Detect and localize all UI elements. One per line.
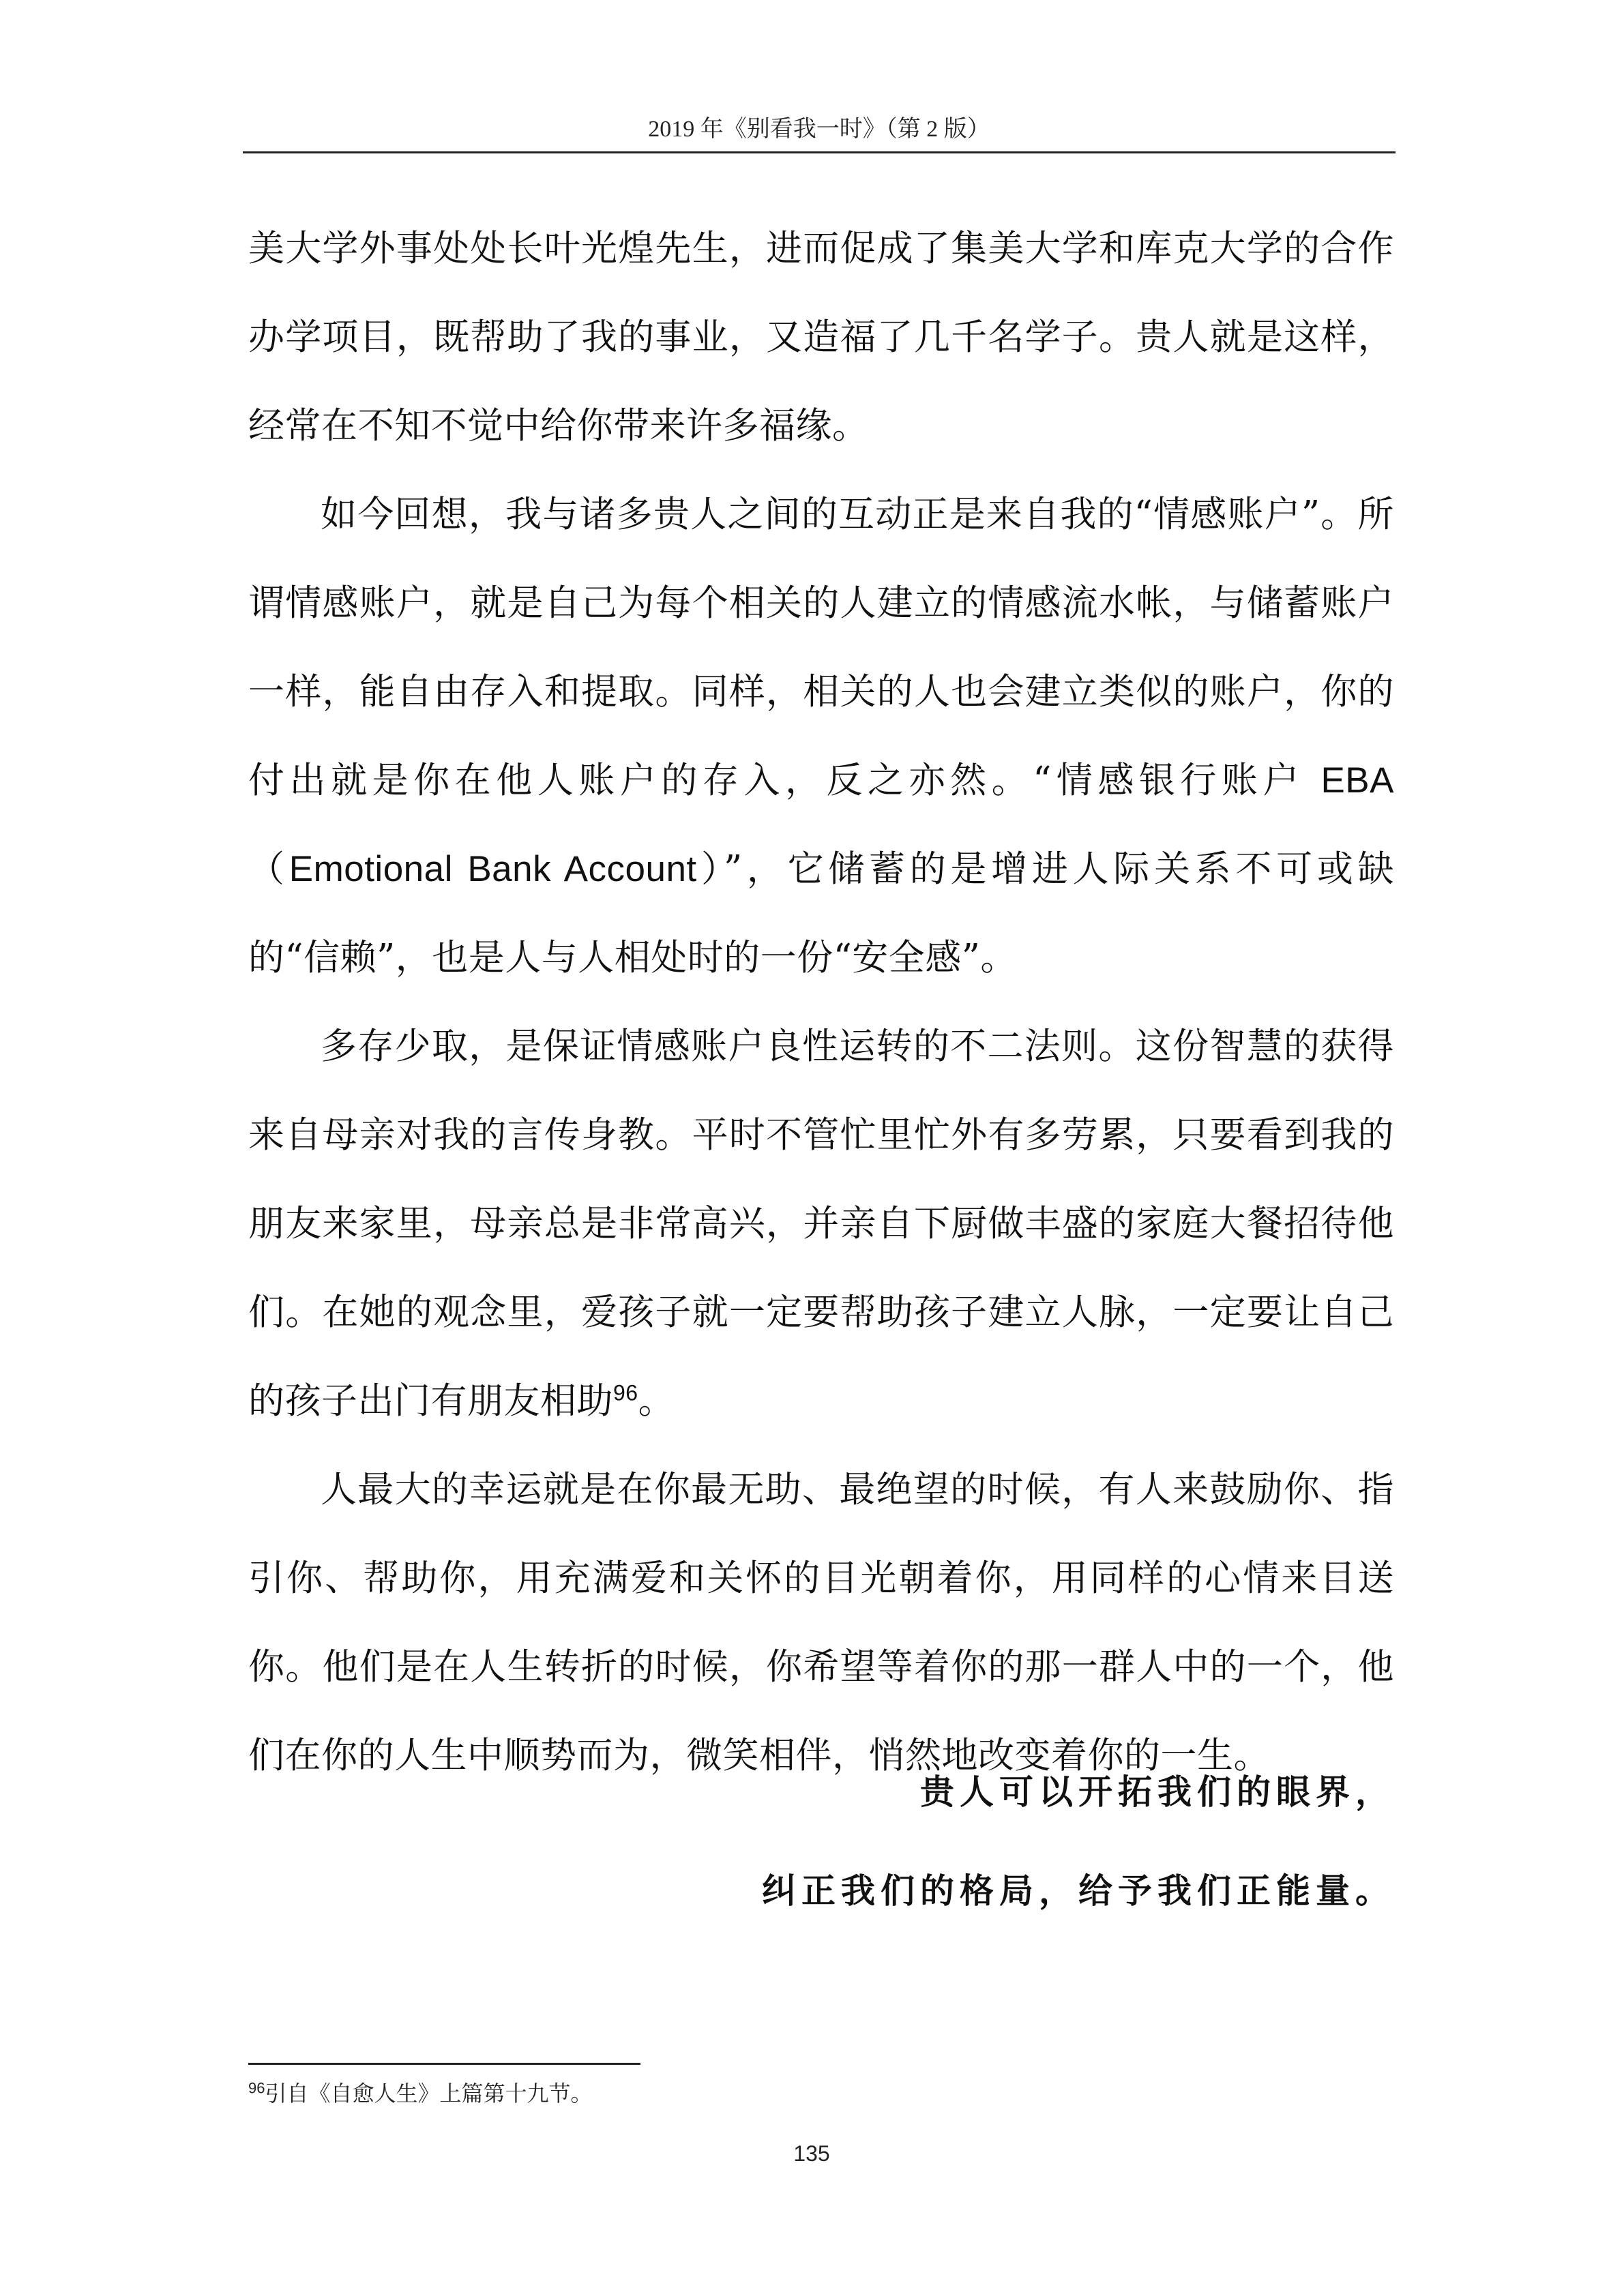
paragraph-3-end: 。 xyxy=(638,1380,675,1422)
body-text xyxy=(248,205,1394,1800)
footnote-text: 引自《自愈人生》上篇第十九节。 xyxy=(265,2081,593,2106)
paragraph-4: 人最大的幸运就是在你最无助、最绝望的时候，有人来鼓励你、指引你、帮助你，用充满爱和关怀的目光朝着你，用同样的心情来目送你。他们是在人生转折的时候，你希望等着你的那一群人中的一个，他们在你的人生中顺势而为，微笑相伴，悄然地改变着你的一生。 xyxy=(248,1469,1394,1776)
footnote-rule xyxy=(248,2063,640,2065)
eba-abbreviation: EBA xyxy=(1320,760,1394,801)
paragraph-2 xyxy=(248,471,1394,1002)
paragraph-2-paren: （ xyxy=(248,848,289,890)
eba-english-term: Emotional Bank Account xyxy=(289,849,697,889)
closing-line-1: 贵人可以开拓我们的眼界， xyxy=(920,1772,1395,1812)
paragraph-3 xyxy=(248,1002,1394,1446)
paragraph-3-text: 多存少取，是保证情感账户良性运转的不二法则。这份智慧的获得来自母亲对我的言传身教。平时不管忙里忙外有多劳累，只要看到我的朋友来家里，母亲总是非常高兴，并亲自下厨做丰盛的家庭大餐招待他们。在她的观念里，爱孩子就一定要帮助孩子建立人脉，一定要让自己的孩子出门有朋友相助 xyxy=(248,1026,1394,1422)
page-number: 135 xyxy=(793,2141,830,2166)
closing-quote xyxy=(762,1742,1395,1940)
page-header: 2019 年《别看我一时》（第 2 版） xyxy=(648,117,990,142)
closing-line-2: 纠正我们的格局，给予我们正能量。 xyxy=(762,1870,1395,1911)
footnote xyxy=(248,2073,593,2114)
footnote-number: 96 xyxy=(248,2079,265,2097)
footnote-reference[interactable]: 96 xyxy=(613,1380,638,1405)
header-rule xyxy=(243,151,1396,153)
paragraph-2-text-a: 如今回想，我与诸多贵人之间的互动正是来自我的“情感账户”。所谓情感账户，就是自己为每个相关的人建立的情感流水帐，与储蓄账户一样，能自由存入和提取。同样，相关的人也会建立类似的账户，你的付出就是你在他人账户的存入，反之亦然。“情感银行账户 xyxy=(248,494,1394,801)
paragraph-1: 美大学外事处处长叶光煌先生，进而促成了集美大学和库克大学的合作办学项目，既帮助了我的事业，又造福了几千名学子。贵人就是这样，经常在不知不觉中给你带来许多福缘。 xyxy=(248,228,1394,447)
paragraph-2-text-b: ）”，它储蓄的是增进人际关系不可或缺的“信赖”，也是人与人相处时的一份“安全感”。 xyxy=(248,848,1395,979)
